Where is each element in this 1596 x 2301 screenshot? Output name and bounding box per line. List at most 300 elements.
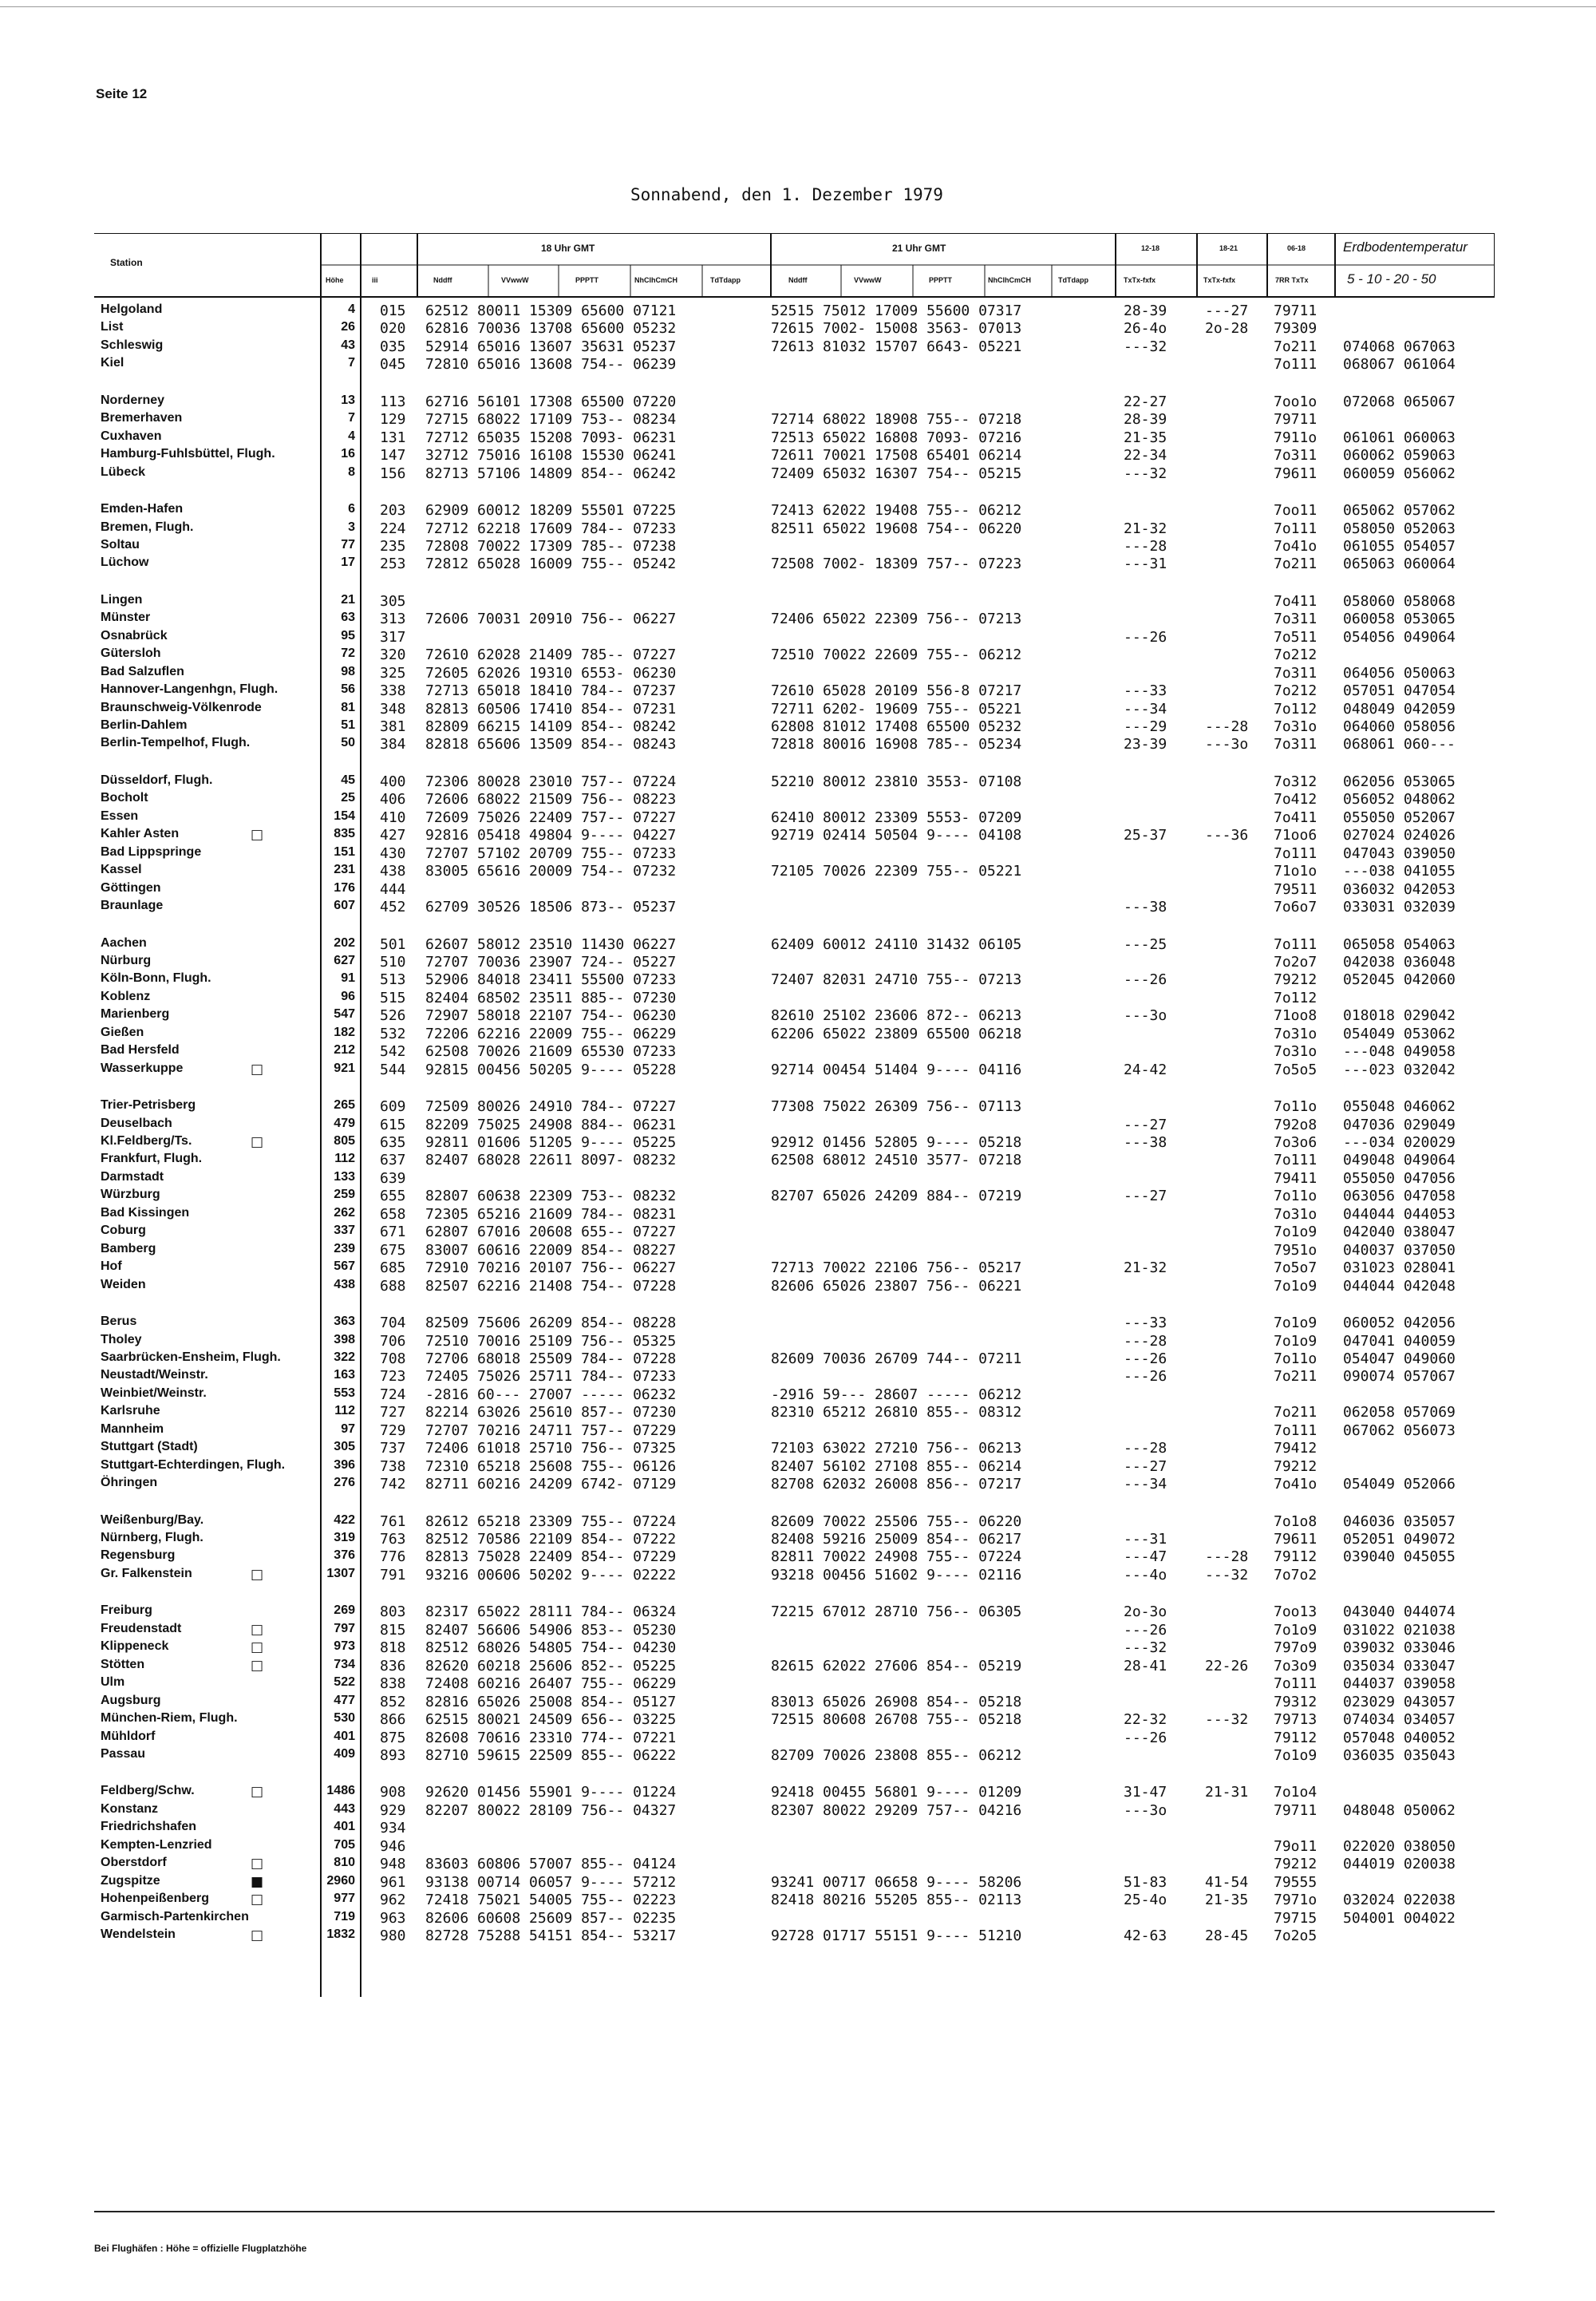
temp-06-18: 79o11 [1274,1837,1317,1855]
temp-06-18: 7o3o9 [1274,1657,1317,1674]
header-21-vvwww: VVwwW [854,276,882,284]
temp-06-18: 7o1o9 [1274,1621,1317,1639]
obs-18-gmt: 82207 80022 28109 756-- 04327 [425,1801,677,1819]
temp-06-18: 7oo13 [1274,1603,1317,1621]
soil-temperature: 036035 035043 [1343,1746,1456,1764]
obs-18-gmt: -2816 60--- 27007 ----- 06232 [425,1386,677,1403]
station-height: 2960 [326,1873,355,1888]
station-height: 322 [334,1350,355,1364]
station-number: 706 [380,1332,406,1350]
temp-12-18: ---4o [1124,1566,1167,1583]
obs-21-gmt: 72610 65028 20109 556-8 07217 [771,682,1022,700]
table-row [94,1242,1495,1259]
obs-18-gmt: 62607 58012 23510 11430 06227 [425,935,677,953]
obs-18-gmt: 72605 62026 19310 6553- 06230 [425,664,677,682]
obs-18-gmt: 62816 70036 13708 65600 05232 [425,320,677,338]
table-row [94,1802,1495,1820]
table-row [94,682,1495,700]
station-number: 893 [380,1746,406,1764]
table-row [94,791,1495,809]
obs-18-gmt: 72713 65018 18410 784-- 07237 [425,682,677,700]
temp-06-18: 79212 [1274,1856,1317,1873]
station-number: 875 [380,1729,406,1746]
soil-temperature: 065058 054063 [1343,935,1456,953]
soil-temperature: 052045 042060 [1343,971,1456,989]
station-number: 532 [380,1025,406,1042]
station-name: Hamburg-Fuhlsbüttel, Flugh. [101,447,275,461]
obs-18-gmt: 72418 75021 54005 755-- 02223 [425,1892,677,1909]
soil-temperature: 058050 052063 [1343,520,1456,537]
temp-18-21: 21-31 [1205,1784,1249,1801]
obs-18-gmt: 93216 00606 50202 9---- 02222 [425,1566,677,1583]
temp-18-21: 2o-28 [1205,320,1249,338]
temp-12-18: ---33 [1124,682,1167,700]
table-row [94,646,1495,664]
temp-06-18: 7o412 [1274,791,1317,809]
station-number: 639 [380,1169,406,1187]
soil-temperature: 036032 042053 [1343,880,1456,898]
table-row [94,520,1495,538]
obs-21-gmt: 82609 70022 25506 755-- 06220 [771,1512,1022,1530]
temp-18-21: ---32 [1205,1566,1249,1583]
station-name: Ulm [101,1675,125,1690]
obs-18-gmt: 82214 63026 25610 857-- 07230 [425,1404,677,1421]
station-height: 567 [334,1259,355,1274]
temp-12-18: ---38 [1124,899,1167,916]
station-number: 980 [380,1927,406,1944]
obs-18-gmt: 62807 67016 20608 655-- 07227 [425,1224,677,1241]
station-number: 948 [380,1856,406,1873]
obs-18-gmt: 72707 57102 20709 755-- 07233 [425,844,677,862]
station-name: Oberstdorf [101,1856,167,1870]
station-name: Hof [101,1259,122,1274]
station-height: 607 [334,899,355,913]
header-18-nddff: Nddff [433,276,452,284]
soil-temperature: ---023 032042 [1343,1061,1456,1078]
station-number: 761 [380,1512,406,1530]
temp-06-18: 7o111 [1274,520,1317,537]
station-number: 452 [380,899,406,916]
station-number: 129 [380,411,406,429]
station-name: Essen [101,809,139,823]
station-number: 671 [380,1224,406,1241]
station-name: Lüchow [101,555,149,570]
temp-06-18: 79711 [1274,302,1317,319]
station-name: Weinbiet/Weinstr. [101,1386,207,1400]
temp-06-18: 79711 [1274,411,1317,429]
table-row [94,1170,1495,1188]
station-marker: □ [250,1784,263,1801]
station-height: 45 [341,773,355,787]
station-name: Nürburg [101,953,152,967]
temp-06-18: 7o411 [1274,809,1317,826]
soil-temperature: 068067 061064 [1343,356,1456,374]
obs-18-gmt: 52914 65016 13607 35631 05237 [425,338,677,355]
station-number: 147 [380,447,406,465]
station-number: 962 [380,1892,406,1909]
station-number: 253 [380,555,406,573]
soil-temperature: 060058 053065 [1343,611,1456,628]
station-name: Karlsruhe [101,1404,160,1418]
soil-temperature: 035034 033047 [1343,1657,1456,1674]
station-name: Öhringen [101,1476,158,1490]
obs-21-gmt: 92418 00455 56801 9---- 01209 [771,1784,1022,1801]
station-number: 934 [380,1820,406,1837]
temp-06-18: 7911o [1274,429,1317,446]
temp-06-18: 79611 [1274,1531,1317,1548]
temp-06-18: 7951o [1274,1241,1317,1259]
station-name: Coburg [101,1224,146,1238]
obs-21-gmt: 82408 59216 25009 854-- 06217 [771,1531,1022,1548]
station-number: 113 [380,393,406,410]
obs-18-gmt: 82807 60638 22309 753-- 08232 [425,1188,677,1205]
obs-18-gmt: 62716 56101 17308 65500 07220 [425,393,677,410]
temp-06-18: 7o11o [1274,1188,1317,1205]
table-row [94,809,1495,827]
obs-21-gmt: 72103 63022 27210 756-- 06213 [771,1440,1022,1457]
obs-21-gmt: 72613 81032 15707 6643- 05221 [771,338,1022,355]
station-name: Braunlage [101,899,164,913]
header-18-gmt: 18 Uhr GMT [541,243,595,254]
station-number: 724 [380,1386,406,1403]
station-number: 427 [380,827,406,844]
station-height: 547 [334,1007,355,1022]
temp-18-21: 28-45 [1205,1927,1249,1944]
obs-18-gmt: 62515 80021 24509 656-- 03225 [425,1711,677,1729]
station-number: 852 [380,1693,406,1710]
station-height: 477 [334,1693,355,1707]
table-row [94,1892,1495,1909]
station-number: 430 [380,844,406,862]
temp-12-18: ---33 [1124,1315,1167,1332]
temp-12-18: ---27 [1124,1188,1167,1205]
station-number: 635 [380,1134,406,1151]
station-name: Gr. Falkenstein [101,1566,192,1580]
soil-temperature: 055050 052067 [1343,809,1456,826]
soil-temperature: 044037 039058 [1343,1675,1456,1693]
temp-06-18: 7o31o [1274,1025,1317,1042]
table-row [94,411,1495,429]
header-12-18: 12-18 [1141,244,1160,252]
station-name: München-Riem, Flugh. [101,1711,238,1726]
obs-18-gmt: 72405 75026 25711 784-- 07233 [425,1368,677,1386]
temp-18-21: ---36 [1205,827,1249,844]
station-name: Garmisch-Partenkirchen [101,1909,249,1923]
table-row [94,1134,1495,1152]
soil-temperature: 061061 060063 [1343,429,1456,446]
obs-18-gmt: 83005 65616 20009 754-- 07232 [425,863,677,880]
station-height: 16 [341,447,355,461]
temp-06-18: 7o1o9 [1274,1224,1317,1241]
temp-12-18: ---26 [1124,1621,1167,1639]
station-name: Lingen [101,592,143,607]
station-name: Gütersloh [101,646,161,661]
soil-temperature: 074068 067063 [1343,338,1456,355]
top-rule [0,6,1596,7]
station-name: Bad Salzuflen [101,664,184,678]
obs-21-gmt: 72409 65032 16307 754-- 05215 [771,465,1022,482]
station-name: Bad Hersfeld [101,1043,180,1058]
temp-06-18: 7o3o6 [1274,1134,1317,1151]
header-station: Station [110,257,143,268]
station-height: 26 [341,320,355,334]
station-number: 729 [380,1421,406,1439]
temp-06-18: 7o311 [1274,736,1317,753]
station-name: Friedrichshafen [101,1820,197,1834]
temp-06-18: 7o1o9 [1274,1277,1317,1295]
temp-06-18: 7o111 [1274,935,1317,953]
header-18-vvwww: VVwwW [501,276,529,284]
temp-06-18: 7o7o2 [1274,1566,1317,1583]
temp-12-18: 21-35 [1124,429,1167,446]
temp-06-18: 79112 [1274,1729,1317,1746]
station-name: Klippeneck [101,1639,169,1654]
table-row [94,1404,1495,1421]
temp-12-18: 25-37 [1124,827,1167,844]
station-name: Trier-Petrisberg [101,1098,196,1113]
soil-temperature: 033031 032039 [1343,899,1456,916]
station-number: 035 [380,338,406,355]
obs-21-gmt: 72105 70026 22309 755-- 05221 [771,863,1022,880]
table-row [94,1658,1495,1675]
soil-temperature: 044044 042048 [1343,1277,1456,1295]
obs-18-gmt: 82512 70586 22109 854-- 07222 [425,1531,677,1548]
station-height: 239 [334,1241,355,1255]
station-number: 742 [380,1476,406,1493]
station-name: Mühldorf [101,1729,156,1743]
station-name: Kl.Feldberg/Ts. [101,1134,192,1148]
table-row [94,447,1495,465]
table-row [94,1062,1495,1079]
obs-18-gmt: 72715 68022 17109 753-- 08234 [425,411,677,429]
soil-temperature: 062058 057069 [1343,1404,1456,1421]
obs-18-gmt: 72812 65028 16009 755-- 05242 [425,555,677,573]
station-number: 723 [380,1368,406,1386]
station-number: 381 [380,718,406,735]
station-number: 738 [380,1457,406,1475]
station-height: 91 [341,971,355,986]
table-row [94,1026,1495,1043]
obs-21-gmt: 62808 81012 17408 65500 05232 [771,718,1022,735]
table-row [94,1098,1495,1116]
table-row [94,1675,1495,1693]
station-number: 615 [380,1116,406,1133]
station-number: 203 [380,502,406,520]
soil-temperature: 090074 057067 [1343,1368,1456,1386]
table-row [94,1784,1495,1801]
station-height: 98 [341,664,355,678]
temp-06-18: 7o1o9 [1274,1315,1317,1332]
station-name: Weißenburg/Bay. [101,1512,204,1527]
soil-temperature: ---034 020029 [1343,1134,1456,1151]
obs-18-gmt: 82818 65606 13509 854-- 08243 [425,736,677,753]
station-height: 50 [341,736,355,750]
soil-temperature: 054049 053062 [1343,1025,1456,1042]
temp-12-18: ---27 [1124,1116,1167,1133]
soil-temperature: 067062 056073 [1343,1421,1456,1439]
table-row [94,881,1495,899]
obs-21-gmt: 72713 70022 22106 756-- 05217 [771,1259,1022,1277]
temp-06-18: 7o112 [1274,700,1317,718]
station-name: Gießen [101,1025,144,1039]
station-height: 81 [341,700,355,714]
temp-06-18: 79713 [1274,1711,1317,1729]
station-name: Konstanz [101,1801,158,1816]
temp-06-18: 7o311 [1274,447,1317,465]
temp-06-18: 7o211 [1274,555,1317,573]
obs-18-gmt: 82608 70616 23310 774-- 07221 [425,1729,677,1746]
obs-18-gmt: 72509 80026 24910 784-- 07227 [425,1098,677,1116]
station-number: 501 [380,935,406,953]
station-height: 530 [334,1711,355,1726]
bottom-rule [94,2211,1495,2212]
station-height: 1486 [326,1784,355,1798]
table-row [94,990,1495,1007]
table-row [94,1278,1495,1295]
station-number: 542 [380,1043,406,1061]
table-row [94,429,1495,447]
station-name: Cuxhaven [101,429,162,443]
table-row [94,936,1495,954]
header-21-nhcl: NhClhCmCH [988,276,1031,284]
station-number: 961 [380,1873,406,1891]
temp-06-18: 7o1o9 [1274,1746,1317,1764]
soil-temperature: 057048 040052 [1343,1729,1456,1746]
station-height: 705 [334,1837,355,1852]
header-18-21-sub: TxTx-fxfx [1203,276,1236,284]
table-row [94,1820,1495,1837]
station-height: 17 [341,555,355,570]
obs-21-gmt: 72510 70022 22609 755-- 06212 [771,646,1022,664]
temp-06-18: 7o111 [1274,356,1317,374]
station-marker: □ [250,1657,263,1674]
temp-12-18: 28-41 [1124,1657,1167,1674]
obs-18-gmt: 82606 60608 25609 857-- 02235 [425,1909,677,1927]
station-height: 7 [348,356,355,370]
temp-06-18: 79511 [1274,880,1317,898]
station-number: 791 [380,1566,406,1583]
station-number: 836 [380,1657,406,1674]
obs-21-gmt: 83013 65026 26908 854-- 05218 [771,1693,1022,1710]
temp-06-18: 7o311 [1274,664,1317,682]
temp-06-18: 7o2o7 [1274,953,1317,971]
station-name: Tholey [101,1332,142,1346]
station-name: Nürnberg, Flugh. [101,1531,203,1544]
header-12-18-sub: TxTx-fxfx [1124,276,1156,284]
station-number: 815 [380,1621,406,1639]
temp-06-18: 79212 [1274,1457,1317,1475]
table-row [94,899,1495,916]
obs-18-gmt: 72810 65016 13608 754-- 06239 [425,356,677,374]
temp-06-18: 7o1o8 [1274,1512,1317,1530]
temp-06-18: 79711 [1274,1801,1317,1819]
obs-18-gmt: 82728 75288 54151 854-- 53217 [425,1927,677,1944]
date-line: Sonnabend, den 1. Dezember 1979 [630,185,943,204]
temp-18-21: ---28 [1205,1548,1249,1566]
temp-06-18: 79112 [1274,1548,1317,1566]
station-height: 265 [334,1098,355,1113]
temp-06-18: 7o111 [1274,1675,1317,1693]
obs-18-gmt: 72305 65216 21609 784-- 08231 [425,1205,677,1223]
table-row [94,320,1495,338]
station-number: 658 [380,1205,406,1223]
obs-21-gmt: 72515 80608 26708 755-- 05218 [771,1711,1022,1729]
temp-12-18: ---25 [1124,935,1167,953]
temp-06-18: 7o411 [1274,592,1317,610]
table-row [94,1386,1495,1404]
station-number: 224 [380,520,406,537]
station-marker: □ [250,1566,263,1583]
temp-12-18: ---3o [1124,1007,1167,1025]
temp-06-18: 7971o [1274,1892,1317,1909]
soil-temperature: 022020 038050 [1343,1837,1456,1855]
obs-21-gmt: 82310 65212 26810 855-- 08312 [771,1404,1022,1421]
station-name: Hannover-Langenhgn, Flugh. [101,682,279,697]
table-row [94,1259,1495,1277]
obs-21-gmt: 93241 00717 06658 9---- 58206 [771,1873,1022,1891]
table-row [94,538,1495,555]
station-number: 803 [380,1603,406,1621]
station-name: Darmstadt [101,1169,164,1184]
obs-21-gmt: 82606 65026 23807 756-- 06221 [771,1277,1022,1295]
obs-21-gmt: 72615 7002- 15008 3563- 07013 [771,320,1022,338]
table-row [94,629,1495,646]
obs-21-gmt: -2916 59--- 28607 ----- 06212 [771,1386,1022,1403]
temp-06-18: 71oo6 [1274,827,1317,844]
station-number: 313 [380,611,406,628]
table-row [94,1603,1495,1621]
temp-06-18: 7o41o [1274,1476,1317,1493]
station-height: 276 [334,1476,355,1490]
obs-18-gmt: 62909 60012 18209 55501 07225 [425,502,677,520]
temp-12-18: ---31 [1124,555,1167,573]
soil-temperature: 064056 050063 [1343,664,1456,682]
table-row [94,1730,1495,1747]
station-height: 176 [334,880,355,895]
station-height: 337 [334,1224,355,1238]
temp-12-18: ---26 [1124,1729,1167,1746]
soil-temperature: 062056 053065 [1343,773,1456,790]
table-row [94,1927,1495,1945]
station-number: 384 [380,736,406,753]
obs-21-gmt: 82511 65022 19608 754-- 06220 [771,520,1022,537]
obs-21-gmt: 82708 62032 26008 856-- 07217 [771,1476,1022,1493]
table-row [94,1315,1495,1332]
station-name: Saarbrücken-Ensheim, Flugh. [101,1350,281,1364]
station-height: 805 [334,1134,355,1148]
station-name: Stuttgart-Echterdingen, Flugh. [101,1457,286,1472]
station-number: 963 [380,1909,406,1927]
table-row [94,1838,1495,1856]
temp-06-18: 7oo11 [1274,502,1317,520]
obs-18-gmt: 72610 62028 21409 785-- 07227 [425,646,677,664]
station-name: Berus [101,1315,137,1329]
station-name: Augsburg [101,1693,161,1707]
station-number: 156 [380,465,406,482]
station-number: 317 [380,628,406,646]
soil-temperature: 065062 057062 [1343,502,1456,520]
temp-06-18: 7o111 [1274,1152,1317,1169]
station-height: 479 [334,1116,355,1130]
table-row [94,845,1495,863]
station-marker: □ [250,1134,263,1150]
station-number: 325 [380,664,406,682]
temp-06-18: 7o11o [1274,1098,1317,1116]
header-21-tdtd: TdTdapp [1058,276,1088,284]
station-name: Göttingen [101,880,161,895]
soil-temperature: 044044 044053 [1343,1205,1456,1223]
station-name: Weiden [101,1277,146,1291]
